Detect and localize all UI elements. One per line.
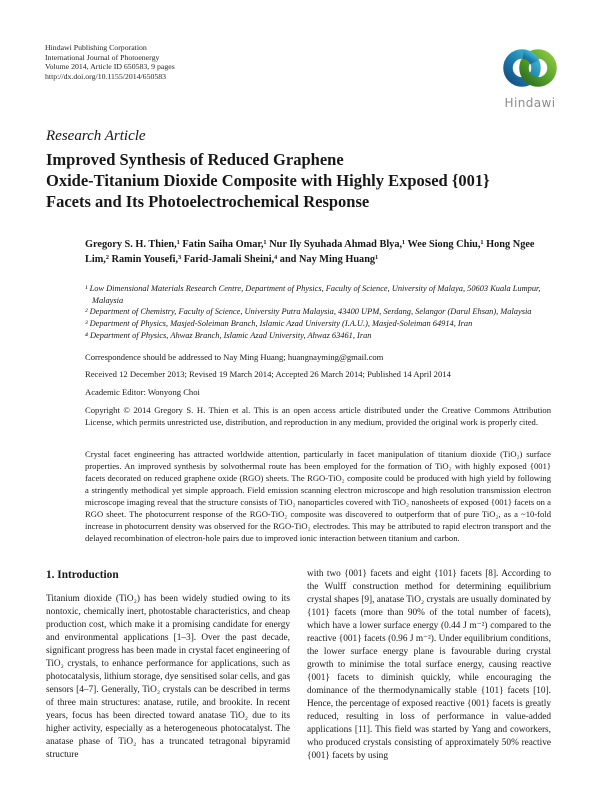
affiliation-item: ³ Department of Physics, Masjed-Soleiman Branch, Islamic Azad University (I.A.U.), Masjed-Soleiman 64914, Iran	[85, 319, 473, 329]
journal-name: International Journal of Photoenergy	[45, 52, 160, 62]
left-column	[46, 568, 290, 763]
article-title-line: Improved Synthesis of Reduced Graphene	[46, 150, 344, 169]
affiliations-block	[85, 283, 553, 342]
affiliation-item: ¹ Low Dimensional Materials Research Centre, Department of Physics, Faculty of Science, University of Malaya, 50603 Kuala Lumpur, Malaysia	[85, 284, 541, 305]
article-title-line: Oxide-Titanium Dioxide Composite with Highly Exposed {001}	[46, 171, 490, 190]
hindawi-wordmark: Hindawi	[504, 96, 556, 110]
correspondence-line: Correspondence should be addressed to Nay Ming Huang; huangnayming@gmail.com	[85, 352, 384, 362]
hindawi-rings-icon	[496, 44, 564, 96]
publisher-name: Hindawi Publishing Corporation	[45, 43, 147, 52]
author-list: Gregory S. H. Thien,¹ Fatin Saiha Omar,¹ Nur Ily Syuhada Ahmad Blya,¹ Wee Siong Chiu,¹ Hong Ngee Lim,² Ramin Yousefi,³ Farid-Jamali Sheini,⁴ and Nay Ming Huang¹	[85, 239, 535, 265]
affiliation-item: ⁴ Department of Physics, Ahwaz Branch, Islamic Azad University, Ahwaz 63461, Iran	[85, 330, 372, 340]
body-columns	[46, 568, 551, 763]
right-column	[307, 568, 551, 763]
article-history-line: Received 12 December 2013; Revised 19 March 2014; Accepted 26 March 2014; Published 14 April 2014	[85, 369, 451, 379]
introduction-paragraph-left: Titanium dioxide (TiO₂) has been widely studied owing to its nontoxic, chemically inert, photostable characteristics, and cheap production cost, which make it a promising candidate for energy and environmental applications [1–3]. Over the past decade, significant progress has been made in crystal facet engineering of TiO₂ crystals, to enhance performance for applications, such as photocatalysis, lithium storage, dye sensitised solar cells, and gas sensors [4–7]. Generally, TiO₂ crystals can be described in terms of three main structures: anatase, rutile, and brookite. In recent years, focus has been directed toward anatase TiO₂ due to its higher activity, especially as a heterogeneous photocatalyst. The anatase phase of TiO₂ has a truncated tetragonal bipyramid structure	[46, 594, 290, 760]
publisher-block	[45, 43, 175, 82]
section-heading-introduction: 1. Introduction	[46, 569, 119, 581]
affiliation-item: ² Department of Chemistry, Faculty of Science, University Putra Malaysia, 43400 UPM, Serdang, Selangor (Darul Ehsan), Malaysia	[85, 307, 532, 317]
doi-link: http://dx.doi.org/10.1155/2014/650583	[45, 72, 167, 82]
article-type-label: Research Article	[46, 128, 146, 144]
copyright-notice: Copyright © 2014 Gregory S. H. Thien et al. This is an open access article distributed under the Creative Commons Attribution License, which permits unrestricted use, distribution, and reproduction in any medium, provided the original work is properly cited.	[85, 405, 551, 427]
hindawi-logo	[496, 44, 564, 110]
volume-article-info: Volume 2014, Article ID 650583, 9 pages	[45, 62, 175, 72]
abstract-text: Crystal facet engineering has attracted worldwide attention, particularly in facet manipulation of titanium dioxide (TiO₂) surface properties. An improved synthesis by solvothermal route has been employed for the formation of TiO₂ with highly exposed {001} facets decorated on reduced graphene oxide (RGO) sheets. The RGO-TiO₂ composite could be produced with high yield by following a stringently methodical yet simple approach. Field emission scanning electron microscope and high resolution transmission electron microscope imaging reveal that the structure consists of TiO₂ nanoparticles covered with TiO₂ nanosheets of exposed {001} facets on a RGO sheet. The photocurrent response of the RGO-TiO₂ composite was discovered to outperform that of pure TiO₂, as a ~10-fold increase in photocurrent density was observed for the RGO-TiO₂ electrodes. This may be attributed to rapid electron transport and the delayed recombination of electron-hole pairs due to improved ionic interaction between titanium and carbon.	[85, 449, 551, 543]
article-title	[46, 149, 566, 212]
introduction-paragraph-right: with two {001} facets and eight {101} facets [8]. According to the Wulff construction method for determining equilibrium crystal shapes [9], anatase TiO₂ crystals are usually dominated by {101} facets (more than 90% of the total number of facets), which have a lower surface energy (0.44 J m⁻²) compared to the reactive {001} facets (0.96 J m⁻²). Under equilibrium conditions, the lower surface energy plane is favourable during crystal growth to minimise the total surface energy, causing reactive {001} facets to diminish quickly, while encouraging the dominance of the thermodynamically stable {101} facets [10]. Hence, the percentage of exposed reactive {001} facets is greatly reduced, resulting in loss of performance in value-added applications [11]. This field was started by Yang and coworkers, who produced crystals consisting of approximately 50% reactive {001} facets by using	[307, 569, 551, 761]
article-title-line: Facets and Its Photoelectrochemical Response	[46, 192, 370, 211]
academic-editor-line: Academic Editor: Wonyong Choi	[85, 387, 200, 397]
